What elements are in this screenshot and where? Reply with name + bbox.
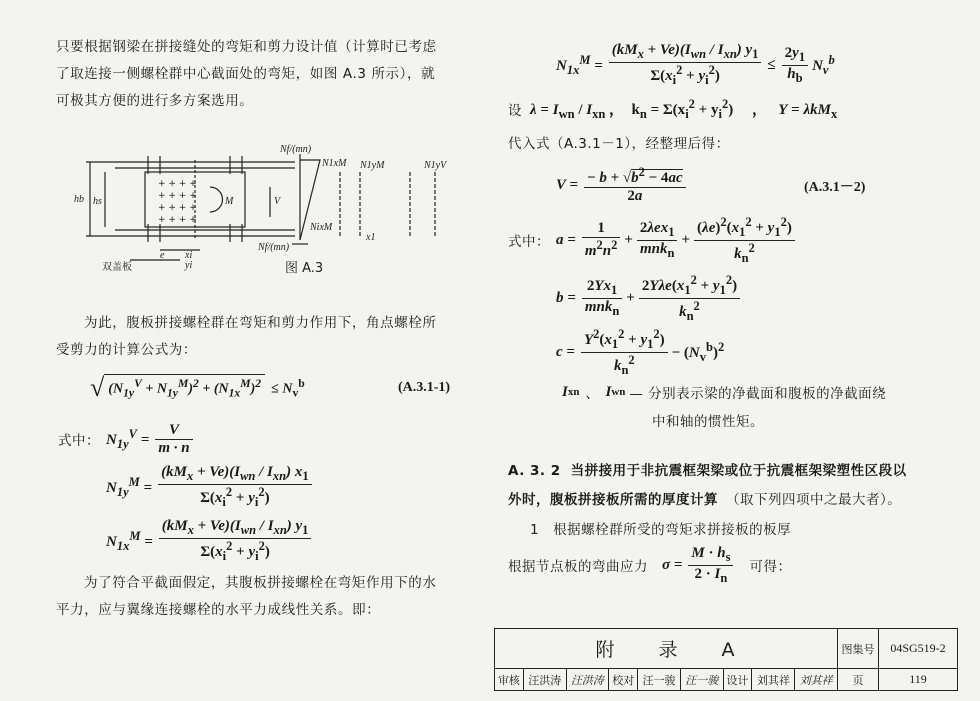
equation-number-a311: (A.3.1-1) bbox=[398, 380, 451, 395]
equation-c: c = $\frac{Y^2(x_1^2 + y_1^2)}{k_n^2}$ − $(N_v^b)^2$ bbox=[556, 326, 725, 377]
where-label-right: 式中： bbox=[508, 234, 550, 250]
tb-cell: 审核 bbox=[495, 669, 524, 691]
where-label: 式中： bbox=[58, 433, 100, 449]
item1-suffix: 可得： bbox=[749, 559, 792, 575]
equation-a: 式中： a = $\frac{1}{m^2n^2}$ + $\frac{2\lambda ex_1}{mnk_n}$ + $\frac{(\lambda e)^2(x_1^2 + y_1^2)}{k_n^2}$ bbox=[508, 214, 795, 266]
label-xi: xi bbox=[185, 250, 193, 261]
para3-line: 平力，应与翼缘连接螺栓的水平力成线性关系。即： bbox=[56, 602, 381, 618]
let-prefix: 设 bbox=[508, 103, 522, 119]
tb-cell: 汪一骏 bbox=[638, 669, 681, 691]
tb-signature: 汪洪涛 bbox=[566, 669, 609, 691]
equation-b: b = $\frac{2Yx_1}{mnk_n}$ + $\frac{2Y\lambda e(x_1^2 + y_1^2)}{k_n^2}$ bbox=[556, 272, 740, 324]
tb-signature: 汪一骏 bbox=[680, 669, 723, 691]
section-title-line1: 当拼接用于非抗震框架梁或位于抗震框架梁塑性区段以 bbox=[570, 463, 907, 479]
equation-number-a312: (A.3.1－2) bbox=[804, 180, 866, 195]
let-definitions: 设 $\lambda = I_{wn} / I_{xn}$ ， $k_n = \Sigma(x_i^2 + y_i^2)$ ， Y = λkM$_x$ bbox=[508, 96, 838, 121]
tb-cell: 设计 bbox=[723, 669, 752, 691]
item1-text: 根据节点板的弯曲应力 bbox=[508, 559, 648, 575]
tb-cell: 校对 bbox=[609, 669, 638, 691]
equation-n1ym: $N_{1y}^M$ = $\frac{(kM_x + Ve)(I_{wn} / I_{xn}) x_1}{\Sigma(x_i^2 + y_i^2)}$ bbox=[106, 462, 312, 512]
figure-a3 bbox=[60, 142, 480, 282]
section-note: （取下列四项中之最大者）。 bbox=[726, 492, 902, 508]
label-hs: hs bbox=[93, 196, 102, 207]
label-nf-bot: Nf/(mn) bbox=[258, 242, 290, 253]
label-nix: NixM bbox=[310, 222, 333, 233]
para2-line: 受剪力的计算公式为： bbox=[56, 342, 197, 358]
para3-line: 为了符合平截面假定，其腹板拼接螺栓在弯矩作用下的水 bbox=[84, 575, 437, 591]
intro-line: 了取连接一侧螺栓群中心截面处的弯矩，如图 A.3 所示），就 bbox=[56, 66, 436, 82]
title-block bbox=[494, 628, 958, 691]
section-title-line2: 外时，腹板拼接板所需的厚度计算 bbox=[508, 492, 718, 508]
label-m: M bbox=[225, 196, 234, 207]
figure-caption: 图 A.3 bbox=[285, 261, 324, 276]
intro-line: 只要根据钢梁在拼接缝处的弯矩和剪力设计值（计算时已考虑 bbox=[56, 39, 437, 55]
intro-paragraph bbox=[56, 34, 476, 115]
atlas-number: 04SG519-2 bbox=[879, 629, 958, 669]
svg-text:+ + + +: + + + + bbox=[158, 203, 197, 213]
page-label: 页 bbox=[838, 669, 879, 691]
label-hb: hb bbox=[74, 194, 84, 205]
section-number: A. 3. 2 bbox=[508, 463, 561, 479]
tb-cell: 刘其祥 bbox=[752, 669, 795, 691]
page-number: 119 bbox=[879, 669, 958, 691]
label-yi: yi bbox=[185, 260, 193, 271]
substitute-text: 代入式（A.3.1－1），经整理后得： bbox=[508, 136, 730, 152]
ixn-desc-2: 中和轴的惯性矩。 bbox=[652, 414, 764, 430]
atlas-label: 图集号 bbox=[838, 629, 879, 669]
item-1: 1 根据螺栓群所受的弯矩求拼接板的板厚 bbox=[530, 522, 792, 538]
svg-text:+ + + +: + + + + bbox=[158, 191, 197, 201]
label-v: V bbox=[274, 196, 281, 207]
tb-cell: 汪洪涛 bbox=[523, 669, 566, 691]
tb-signature: 刘其祥 bbox=[795, 669, 838, 691]
title-block-title: 附 录 A bbox=[495, 629, 838, 669]
equation-a311: √ $(N_{1y}^V + N_{1y}^M)^2 + (N_{1x}^M)^2$ ≤ $N_v^b$ bbox=[90, 373, 305, 402]
label-nf-top: Nf/(mn) bbox=[280, 144, 312, 155]
paragraph-3 bbox=[56, 570, 476, 624]
paragraph-2 bbox=[56, 310, 476, 364]
svg-text:+ + + +: + + + + bbox=[158, 179, 197, 189]
ixn-desc-1: — 分别表示梁的净截面和腹板的净截面绕 bbox=[629, 386, 887, 402]
equation-n1yv: 式中： $N_{1y}^V$ = $\frac{V}{m \cdot n}$ bbox=[58, 416, 193, 462]
equation-n1xm: $N_{1x}^M$ = $\frac{(kM_x + Ve)(I_{wn} / I_{xn}) y_1}{\Sigma(x_i^2 + y_i^2)}$ bbox=[106, 516, 311, 566]
para2-line: 为此，腹板拼接螺栓群在弯矩和剪力作用下，角点螺栓所 bbox=[84, 315, 437, 331]
label-x1: x1 bbox=[366, 232, 376, 243]
equation-v: V = $\frac{- b + √b^2 - 4ac}{2a}$ bbox=[556, 160, 686, 210]
label-n1y-v: N1yV bbox=[424, 160, 447, 171]
equation-n1xm-ineq: $N_{1x}^M$ = $\frac{(kM_x + Ve)(I_{wn} / I_{xn}) y_1}{\Sigma(x_i^2 + y_i^2)}$ ≤ $\frac{2y_1}{h_b}$ $N_v^b$ bbox=[556, 42, 835, 87]
label-double-plate: 双盖板 bbox=[102, 262, 132, 273]
label-n1x-top: N1xM bbox=[322, 158, 347, 169]
intro-line: 可极其方便的进行多方案选用。 bbox=[56, 93, 254, 109]
ixn-description: I xn 、 I wn — 分别表示梁的净截面和腹板的净截面绕 bbox=[562, 383, 887, 402]
bending-stress-line: 根据节点板的弯曲应力 σ = $\frac{M \cdot h_s}{2 \cdot I_n}$ 可得： bbox=[508, 544, 792, 585]
svg-text:+ + + +: + + + + bbox=[158, 215, 197, 225]
section-a32 bbox=[508, 456, 948, 514]
label-n1y-m: N1yM bbox=[360, 160, 385, 171]
label-e: e bbox=[160, 250, 165, 261]
